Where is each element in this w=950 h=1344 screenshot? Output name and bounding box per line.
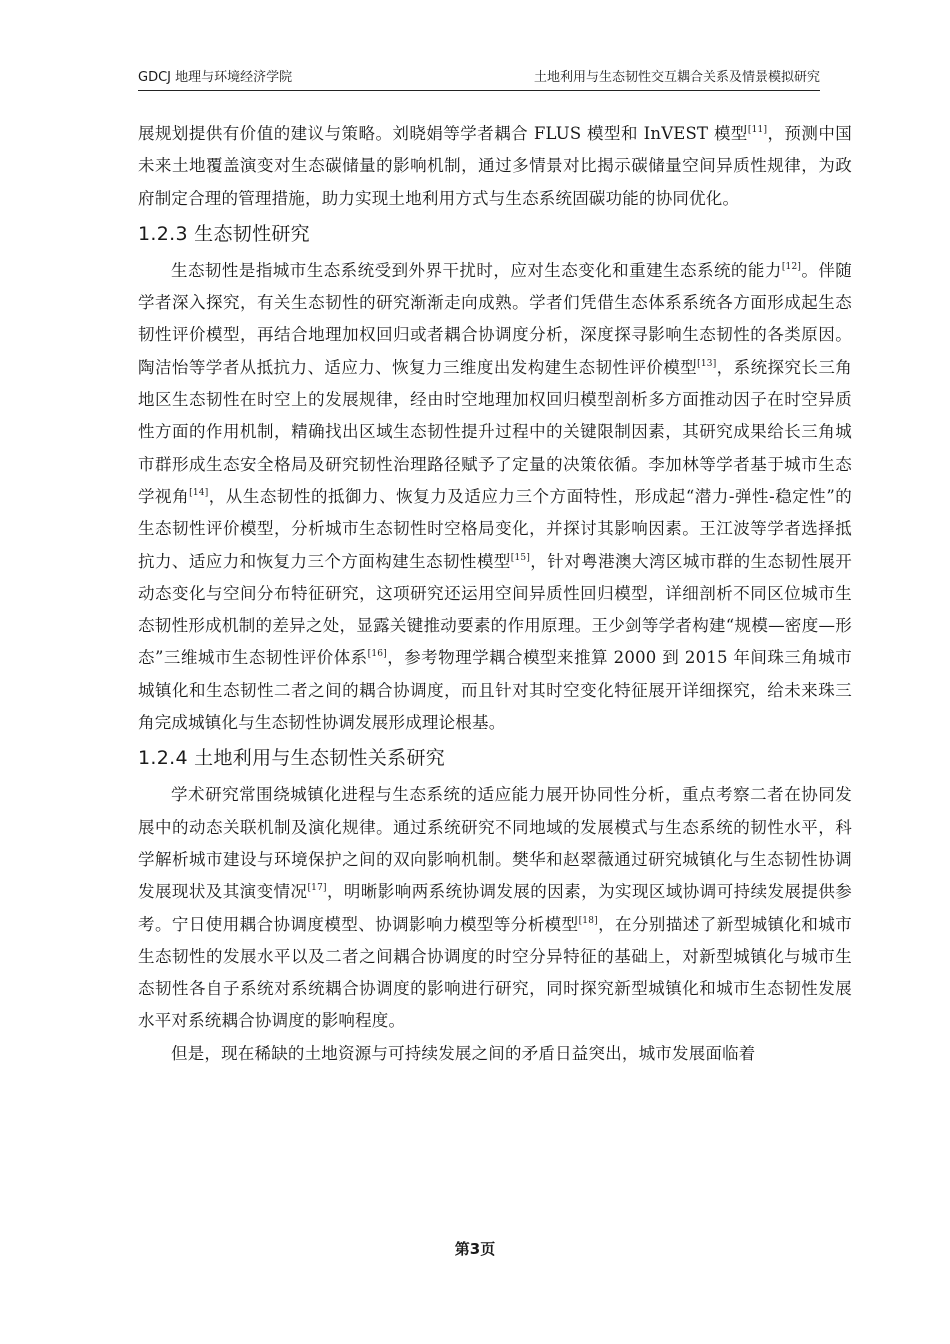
citation-ref: [18] [578, 915, 598, 926]
paragraph-land-use-resilience [138, 779, 852, 1037]
text-run: ，针对粤港澳大湾区城市群的生态韧性展开动态变化与空间分布特征研究，这项研究还运用空间异质性回归模型，详细剖析不同区位城市生态韧性形成机制的差异之处，显露关键推动要素的作用原理。王少剑等学者构建“规模—密度—形态”三维城市生态韧性评价体系 [138, 551, 852, 668]
text-run: ，在分别描述了新型城镇化和城市生态韧性的发展水平以及二者之间耦合协调度的时空分异特征的基础上，对新型城镇化与城市生态韧性各自子系统对系统耦合协调度的影响进行研究，同时探究新型城镇化和城市生态韧性发展水平对系统耦合协调度的影响程度。 [138, 914, 853, 1031]
paragraph-ecological-resilience [138, 255, 852, 739]
header-thesis-title: 土地利用与生态韧性交互耦合关系及情景模拟研究 [533, 70, 820, 85]
text-run: 生态韧性是指城市生态系统受到外界干扰时，应对生态变化和重建生态系统的能力 [171, 260, 782, 280]
paragraph-land-scarcity [138, 1038, 852, 1070]
citation-ref: [14] [189, 487, 209, 498]
citation-ref: [17] [307, 883, 327, 894]
text-run: 学术研究常围绕城镇化进程与生态系统的适应能力展开协同性分析，重点考察二者在协同发展中的动态关联机制及演化规律。通过系统研究不同地域的发展模式与生态系统的韧性水平，科学解析城市建设与环境保护之间的双向影响机制。樊华和赵翠薇通过研究城镇化与生态韧性协调发展现状及其演变情况 [138, 785, 852, 902]
text-run: ，系统探究长三角地区生态韧性在时空上的发展规律，经由时空地理加权回归模型剖析多方面推动因子在时空异质性方面的作用机制，精确找出区域生态韧性提升过程中的关键限制因素，其研究成果给长三角城市群形成生态安全格局及研究韧性治理路径赋予了定量的决策依循。李加林等学者基于城市生态学视角 [138, 357, 852, 506]
page-header [138, 68, 820, 91]
page-number: 第3页 [454, 1240, 496, 1258]
citation-ref: [15] [510, 552, 531, 563]
text-run: 展规划提供有价值的建议与策略。刘晓娟等学者耦合 FLUS 模型和 InVEST 模型 [138, 124, 748, 143]
text-run: ，从生态韧性的抵御力、恢复力及适应力三个方面特性，形成起“潜力-弹性-稳定性”的生态韧性评价模型，分析城市生态韧性时空格局变化，并探讨其影响因素。王江波等学者选择抵抗力、适应力和恢复力三个方面构建生态韧性模型 [138, 486, 852, 571]
text-run: ，预测中国未来土地覆盖演变对生态碳储量的影响机制，通过多情景对比揭示碳储量空间异质性规律，为政府制定合理的管理措施，助力实现土地利用方式与生态系统固碳功能的协同优化。 [138, 124, 852, 208]
text-run: 但是，现在稀缺的土地资源与可持续发展之间的矛盾日益突出，城市发展面临着 [171, 1043, 756, 1063]
header-institution: GDCJ 地理与环境经济学院 [138, 70, 293, 85]
citation-ref: [13] [697, 358, 717, 369]
text-run: ，明晰影响两系统协调发展的因素，为实现区域协调可持续发展提供参考。宁日使用耦合协调度模型、协调影响力模型等分析模型 [138, 882, 853, 934]
text-run: ，参考物理学耦合模型来推算 2000 到 2015 年间珠三角城市城镇化和生态韧性二者之间的耦合协调度，而且针对其时空变化特征展开详细探究，给未来珠三角完成城镇化与生态韧性协调发展形成理论根基。 [138, 648, 852, 733]
citation-ref: [12] [781, 261, 802, 272]
section-heading-1-2-3: 1.2.3 生态韧性研究 [138, 222, 310, 245]
citation-ref: [11] [747, 125, 768, 135]
body-text [138, 118, 852, 1070]
paragraph-carbon-storage [138, 118, 852, 215]
text-run: 。伴随学者深入探究，有关生态韧性的研究渐渐走向成熟。学者们凭借生态体系系统各方面形成起生态韧性评价模型，再结合地理加权回归或者耦合协调度分析，深度探寻影响生态韧性的各类原因。陶洁怡等学者从抵抗力、适应力、恢复力三维度出发构建生态韧性评价模型 [138, 260, 852, 377]
citation-ref: [16] [367, 649, 387, 660]
section-heading-1-2-4: 1.2.4 土地利用与生态韧性关系研究 [138, 747, 446, 770]
